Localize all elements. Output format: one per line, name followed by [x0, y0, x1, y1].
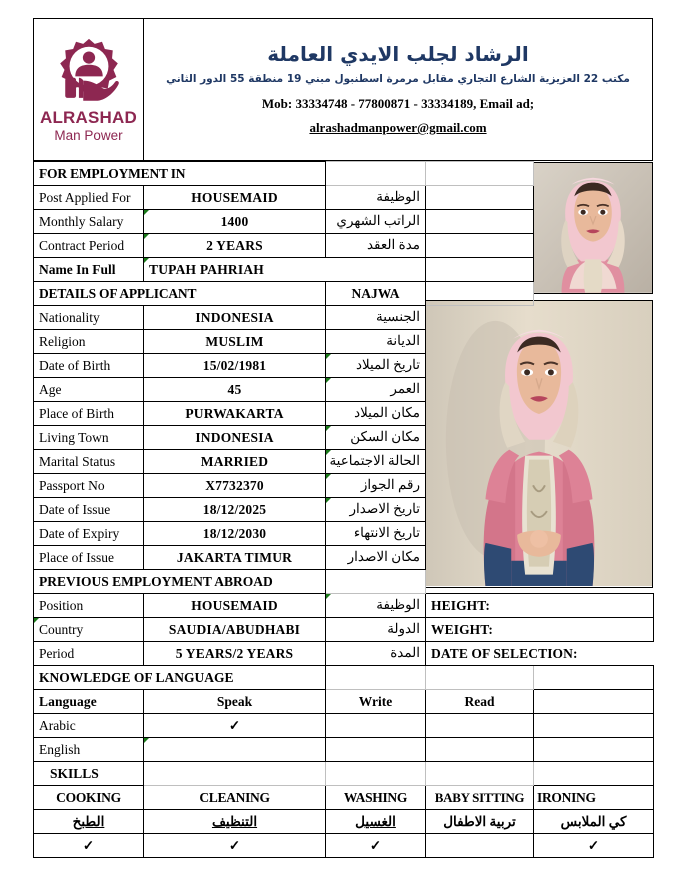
row-label: Date of Expiry	[34, 522, 144, 546]
row-label-arabic: مكان الميلاد	[326, 402, 426, 426]
row-label: Living Town	[34, 426, 144, 450]
language-name: Arabic	[34, 714, 144, 738]
language-header-language: Language	[34, 690, 144, 714]
row-label-arabic: مدة العقد	[326, 234, 426, 258]
row-label-arabic: رقم الجواز	[326, 474, 426, 498]
photo-overlap-cell	[426, 306, 654, 330]
row-label: Passport No	[34, 474, 144, 498]
row-value: 15/02/1981	[144, 354, 326, 378]
table-row	[34, 402, 654, 426]
row-value: X7732370	[144, 474, 326, 498]
row-label-arabic: تاريخ الاصدار	[326, 498, 426, 522]
weight-label: WEIGHT:	[426, 618, 534, 642]
company-title-arabic: الرشاد لجلب الايدي العاملة	[267, 41, 529, 66]
row-label: Place of Birth	[34, 402, 144, 426]
skill-arabic-cooking: الطبخ	[34, 810, 144, 834]
table-row	[34, 354, 654, 378]
empty-cell	[426, 234, 534, 258]
row-label: Period	[34, 642, 144, 666]
company-logo-cell	[34, 19, 144, 160]
skill-arabic-washing: الغسيل	[326, 810, 426, 834]
empty-cell	[426, 762, 534, 786]
row-label: Age	[34, 378, 144, 402]
row-label-arabic: الجنسية	[326, 306, 426, 330]
photo-overlap-cell	[426, 498, 654, 522]
empty-cell	[326, 762, 426, 786]
table-row	[34, 618, 654, 642]
document-header	[33, 18, 653, 161]
row-value: INDONESIA	[144, 306, 326, 330]
photo-overlap-cell	[426, 378, 654, 402]
skill-check-cooking[interactable]: ✓	[34, 834, 144, 858]
table-row	[34, 570, 654, 594]
language-read-check[interactable]	[426, 738, 534, 762]
height-label: HEIGHT:	[426, 594, 534, 618]
table-row	[34, 498, 654, 522]
row-label-arabic: الوظيفة	[326, 186, 426, 210]
photo-overlap-cell	[426, 402, 654, 426]
empty-cell	[426, 210, 534, 234]
skill-check-washing[interactable]: ✓	[326, 834, 426, 858]
row-label: Post Applied For	[34, 186, 144, 210]
row-label-arabic: مكان السكن	[326, 426, 426, 450]
photo-overlap-cell	[534, 210, 654, 234]
table-row	[34, 714, 654, 738]
photo-overlap-cell	[426, 426, 654, 450]
empty-cell	[534, 666, 654, 690]
language-speak-check[interactable]	[144, 738, 326, 762]
empty-cell	[426, 258, 534, 282]
table-row	[34, 522, 654, 546]
table-row	[34, 450, 654, 474]
header-text-block	[144, 19, 652, 160]
language-header-write: Write	[326, 690, 426, 714]
skill-check-baby-sitting[interactable]	[426, 834, 534, 858]
row-label-arabic: المدة	[326, 642, 426, 666]
empty-cell	[326, 162, 426, 186]
table-row	[34, 210, 654, 234]
photo-overlap-cell	[534, 234, 654, 258]
photo-overlap-cell	[534, 186, 654, 210]
table-row	[34, 594, 654, 618]
table-row	[34, 186, 654, 210]
logo-company-tagline: Man Power	[54, 128, 123, 144]
language-speak-check[interactable]: ✓	[144, 714, 326, 738]
agent-name: NAJWA	[326, 282, 426, 306]
section-title-previous-employment: PREVIOUS EMPLOYMENT ABROAD	[34, 570, 326, 594]
row-label: Nationality	[34, 306, 144, 330]
row-label-arabic: تاريخ الميلاد	[326, 354, 426, 378]
photo-overlap-cell	[534, 162, 654, 186]
skill-arabic-baby-sitting: تربية الاطفال	[426, 810, 534, 834]
skill-arabic-cleaning: التنظيف	[144, 810, 326, 834]
empty-cell	[144, 762, 326, 786]
row-value: HOUSEMAID	[144, 186, 326, 210]
table-row	[34, 762, 654, 786]
skill-header-cooking: COOKING	[34, 786, 144, 810]
empty-cell	[326, 666, 426, 690]
language-write-check[interactable]	[326, 738, 426, 762]
empty-cell	[426, 162, 534, 186]
logo-company-name: ALRASHAD	[40, 108, 137, 128]
row-value: SAUDIA/ABUDHABI	[144, 618, 326, 642]
row-label-arabic: الديانة	[326, 330, 426, 354]
section-title-language: KNOWLEDGE OF LANGUAGE	[34, 666, 326, 690]
row-label-arabic: الدولة	[326, 618, 426, 642]
section-title-employment: FOR EMPLOYMENT IN	[34, 162, 326, 186]
row-label-arabic: الحالة الاجتماعية	[326, 450, 426, 474]
empty-cell	[326, 570, 426, 594]
skill-header-ironing: IRONING	[534, 786, 654, 810]
empty-cell	[534, 762, 654, 786]
row-value: JAKARTA TIMUR	[144, 546, 326, 570]
row-label: Contract Period	[34, 234, 144, 258]
company-contact-line: Mob: 33334748 - 77800871 - 33334189, Email ad;	[261, 96, 535, 112]
photo-overlap-cell	[426, 474, 654, 498]
photo-overlap-cell	[426, 546, 654, 570]
photo-overlap-cell	[426, 522, 654, 546]
skill-arabic-ironing: كي الملابس	[534, 810, 654, 834]
section-title-applicant: DETAILS OF APPLICANT	[34, 282, 326, 306]
skill-header-baby-sitting: BABY SITTING	[426, 786, 534, 810]
table-row	[34, 162, 654, 186]
height-value	[534, 594, 654, 618]
row-label: Religion	[34, 330, 144, 354]
photo-overlap-cell	[426, 570, 654, 594]
table-row	[34, 834, 654, 858]
row-label: Monthly Salary	[34, 210, 144, 234]
photo-overlap-cell	[534, 282, 654, 306]
row-value: 2 YEARS	[144, 234, 326, 258]
row-label-arabic: مكان الاصدار	[326, 546, 426, 570]
empty-cell	[426, 186, 534, 210]
row-label-arabic: العمر	[326, 378, 426, 402]
table-row	[34, 426, 654, 450]
company-address-arabic: مكتب 22 العزيزية الشارع التجاري مقابل مرمرة اسطنبول مبني 19 منطقة 55 الدور الثاني	[166, 72, 630, 85]
row-label: Date of Issue	[34, 498, 144, 522]
table-row	[34, 234, 654, 258]
table-row	[34, 258, 654, 282]
row-label-arabic: الوظيفة	[326, 594, 426, 618]
row-label: Country	[34, 618, 144, 642]
skill-check-cleaning[interactable]: ✓	[144, 834, 326, 858]
row-value: PURWAKARTA	[144, 402, 326, 426]
empty-cell	[534, 714, 654, 738]
row-label: Position	[34, 594, 144, 618]
row-value: 1400	[144, 210, 326, 234]
row-value: MARRIED	[144, 450, 326, 474]
skill-header-cleaning: CLEANING	[144, 786, 326, 810]
row-value: 5 YEARS/2 YEARS	[144, 642, 326, 666]
alrashad-logo-icon	[52, 36, 126, 108]
language-read-check[interactable]	[426, 714, 534, 738]
photo-overlap-cell	[426, 450, 654, 474]
table-row	[34, 786, 654, 810]
language-header-read: Read	[426, 690, 534, 714]
row-value: 45	[144, 378, 326, 402]
row-value: MUSLIM	[144, 330, 326, 354]
table-row	[34, 546, 654, 570]
company-email: alrashadmanpower@gmail.com	[309, 120, 487, 136]
row-value: INDONESIA	[144, 426, 326, 450]
table-row	[34, 666, 654, 690]
full-name-value: TUPAH PAHRIAH	[144, 258, 426, 282]
empty-cell	[534, 690, 654, 714]
row-label: Marital Status	[34, 450, 144, 474]
table-row	[34, 810, 654, 834]
full-name-label: Name In Full	[34, 258, 144, 282]
table-row	[34, 642, 654, 666]
date-of-selection-label: DATE OF SELECTION:	[426, 642, 654, 666]
language-write-check[interactable]	[326, 714, 426, 738]
row-value: 18/12/2030	[144, 522, 326, 546]
section-title-skills: SKILLS	[34, 762, 144, 786]
table-row	[34, 690, 654, 714]
row-label-arabic: الراتب الشهري	[326, 210, 426, 234]
table-row	[34, 378, 654, 402]
row-label-arabic: تاريخ الانتهاء	[326, 522, 426, 546]
table-row	[34, 330, 654, 354]
cv-data-table	[33, 161, 654, 858]
table-row	[34, 282, 654, 306]
photo-overlap-cell	[426, 330, 654, 354]
table-row	[34, 738, 654, 762]
weight-value	[534, 618, 654, 642]
row-label: Date of Birth	[34, 354, 144, 378]
empty-cell	[534, 738, 654, 762]
skill-check-ironing[interactable]: ✓	[534, 834, 654, 858]
row-value: HOUSEMAID	[144, 594, 326, 618]
table-row	[34, 474, 654, 498]
row-value: 18/12/2025	[144, 498, 326, 522]
skill-header-washing: WASHING	[326, 786, 426, 810]
row-label: Place of Issue	[34, 546, 144, 570]
empty-cell	[426, 666, 534, 690]
language-header-speak: Speak	[144, 690, 326, 714]
language-name: English	[34, 738, 144, 762]
photo-overlap-cell	[534, 258, 654, 282]
photo-overlap-cell	[426, 354, 654, 378]
empty-cell	[426, 282, 534, 306]
table-row	[34, 306, 654, 330]
